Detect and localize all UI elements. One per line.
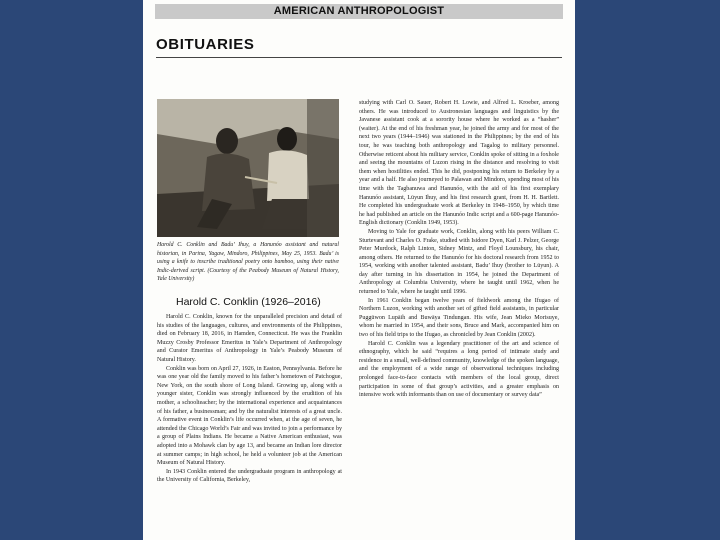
paragraph: Harold C. Conklin, known for the unparalleled precision and detail of his studies of the languages, cultures, and environments of the Philippines, died on February 18, 2016, in Hamden, Connecticut. He was the Franklin Muzzy Crosby Professor Emeritus in Yale’s Department of Anthropology and Curator Emeritus of Anthropology in Yale’s Peabody Museum of Natural History. (157, 314, 342, 363)
paragraph: studying with Carl O. Sauer, Robert H. Lowie, and Alfred L. Kroeber, among others. He was introduced to Austronesian languages and linguistics by the Javanese assistant cook at a sorority house where he worked as a “hasher” (waiter). At the end of his freshman year, he joined the army and for most of the next two years (1944–1946) was stationed in the Philippines; by the end of his tour, he was teaching both anthropology and Tagalog to military personnel. Otherwise reticent about his military service, Conklin spoke of sitting in a foxhole and seeing the mountains of Luzon rising in the distance and resolving to visit them when hostilities ended. This he did, postponing his return to Berkeley by a year and a half. He also journeyed to Palawan and Mindoro, spending most of his time with the Tagbanuwa and Hanunóo, with the aid of his first exemplary Hanunóo assistant, Lūyun Ihuy, and his first research grant, from H. H. Bartlett. He completed his undergraduate work at Berkeley in 1948–1950, by which time he had published an article on the Hanunóo Indic script and a 600-page Hanunóo-English dictionary (Conklin 1949, 1953). (359, 100, 559, 227)
obituary-heading: Harold C. Conklin (1926–2016) (176, 296, 321, 308)
section-divider (156, 57, 562, 58)
paragraph: In 1961 Conklin began twelve years of fieldwork among the Ifugao of Northern Luzon, working with another set of gifted field assistants, in particular Puggūwon Lupāih and Buwāya Tindungan. His wife, Jean Mieko Morisuye, whom he married in 1954, and their sons, Bruce and Mark, accompanied him on two of his field trips to the Ifugao, as chronicled by Jean Conklin (2002). (359, 297, 559, 339)
photograph (157, 99, 339, 237)
journal-name-banner: AMERICAN ANTHROPOLOGIST (155, 4, 563, 19)
paragraph: Moving to Yale for graduate work, Conklin, along with his peers William C. Sturtevant and Charles O. Frake, studied with Isidore Dyen, Karl J. Pelzer, George Peter Murdock, Ralph Linton, Sidney Mintz, and Floyd Lounsbury, his chair, among others. He returned to the Hanunóo for his doctoral research from 1952 to 1954, working with another talented assistant, Badu’ Ihuy (brother to Lūyun). A day after turning in his dissertation in 1954, he joined the Department of Anthropology at Columbia University, where he taught until 1962, when he returned to Yale, where he taught until 1996. (359, 228, 559, 296)
photo-illustration (157, 99, 339, 237)
photo-caption: Harold C. Conklin and Badu’ Ihuy, a Hanunóo assistant and natural historian, in Parina, Yagaw, Mindoro, Philippines, May 25, 1953. Badu’ is using a knife to inscribe traditional poetry onto bamboo, using their native Indic-derived script. (Courtesy of the Peabody Museum of Natural History, Yale University) (157, 242, 339, 283)
journal-page (143, 0, 575, 540)
article-column-right (359, 99, 559, 540)
paragraph: Harold C. Conklin was a legendary practitioner of the art and science of ethnography, which he said “requires a long period of intimate study and residence in a small, well-defined community, knowledge of the spoken language, and the employment of a wide range of observational techniques including prolonged face-to-face contacts with members of the local group, direct participation in some of that group’s activities, and a greater emphasis on intensive work with informants than on use of documentary or survey data” (359, 340, 559, 399)
section-title: OBITUARIES (156, 36, 255, 53)
paragraph: Conklin was born on April 27, 1926, in Easton, Pennsylvania. Before he was one year old the family moved to his father’s hometown of Patchogue, New York, on the south shore of Long Island. Growing up, along with a younger sister, Conklin was strongly influenced by the erudition of his mother, a schoolteacher; by the international experience and acquaintances of his father, a businessman; and by the naturalist interests of a great uncle. A formative event in Conklin’s life occurred when, at the age of seven, he attended the Chicago World’s Fair and was invited to join a performance by a group of Plains Indians. He became a Native American enthusiast, was adopted into a Mohawk clan by age 13, and became an Indian lore director at summer camps; in high school, he held a volunteer job at the American Museum of Natural History. (157, 365, 342, 467)
article-column-left (157, 313, 342, 540)
paragraph: In 1943 Conklin entered the undergraduate program in anthropology at the University of California, Berkeley, (157, 468, 342, 484)
